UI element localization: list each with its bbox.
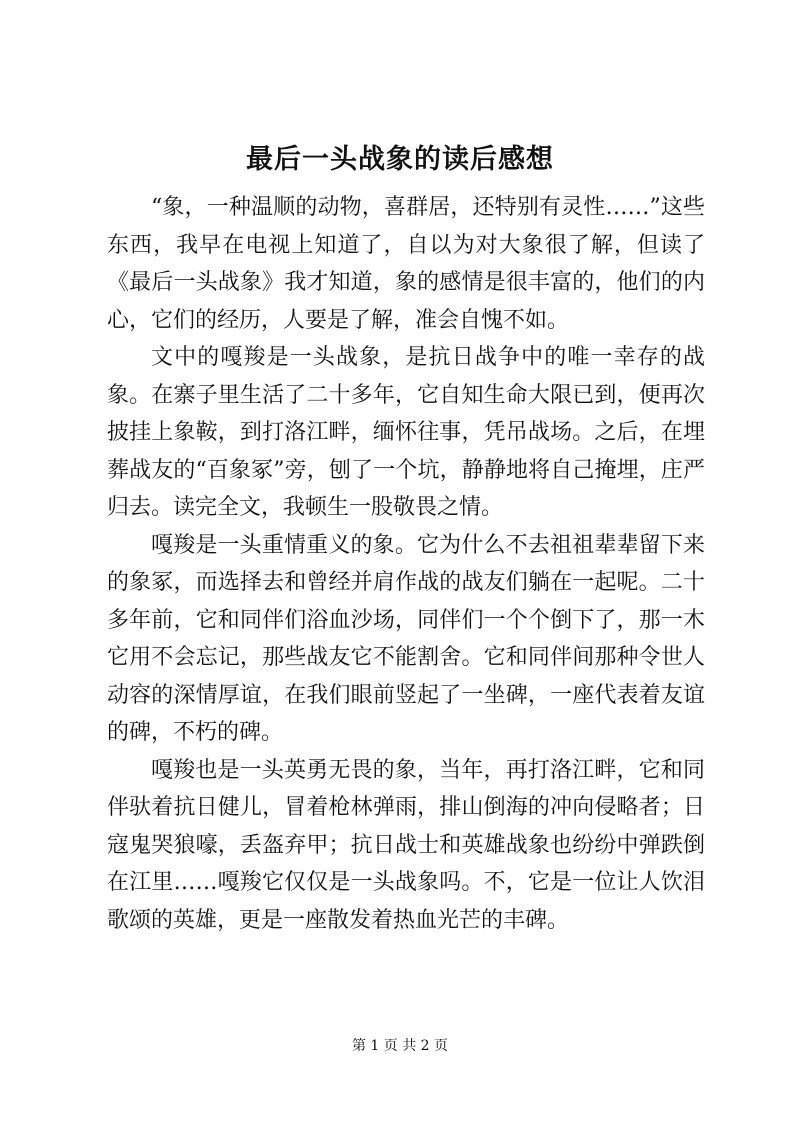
document-body bbox=[107, 189, 705, 939]
paragraph-2: 文中的嘎羧是一头战象，是抗日战争中的唯一幸存的战象。在寨子里生活了二十多年，它自知生命大限已到，便再次披挂上象鞍，到打洛江畔，缅怀往事，凭吊战场。之后，在埋葬战友的“百象冢”旁，刨了一个坑，静静地将自己掩埋，庄严归去。读完全文，我顿生一股敬畏之情。 bbox=[107, 345, 705, 520]
document-title: 最后一头战象的读后感想 bbox=[246, 144, 554, 175]
paragraph-4: 嘎羧也是一头英勇无畏的象，当年，再打洛江畔，它和同伴驮着抗日健儿，冒着枪林弹雨，排山倒海的冲向侵略者；日寇鬼哭狼嚎，丢盔弃甲；抗日战士和英雄战象也纷纷中弹跌倒在江里……嘎羧它仅仅是一头战象吗。不，它是一位让人饮泪歌颂的英雄，更是一座散发着热血光芒的丰碑。 bbox=[107, 757, 705, 933]
paragraph-1: “象，一种温顺的动物，喜群居，还特别有灵性……”这些东西，我早在电视上知道了，自以为对大象很了解，但读了《最后一头战象》我才知道，象的感情是很丰富的，他们的内心，它们的经历，人要是了解，准会自愧不如。 bbox=[107, 195, 705, 333]
page-number-footer: 第 1 页 共 2 页 bbox=[351, 1038, 449, 1054]
paragraph-3: 嘎羧是一头重情重义的象。它为什么不去祖祖辈辈留下来的象冢，而选择去和曾经并肩作战的战友们躺在一起呢。二十多年前，它和同伴们浴血沙场，同伴们一个个倒下了，那一木它用不会忘记，那些战友它不能割舍。它和同伴间那种令世人动容的深情厚谊，在我们眼前竖起了一坐碑，一座代表着友谊的碑，不朽的碑。 bbox=[107, 532, 705, 745]
